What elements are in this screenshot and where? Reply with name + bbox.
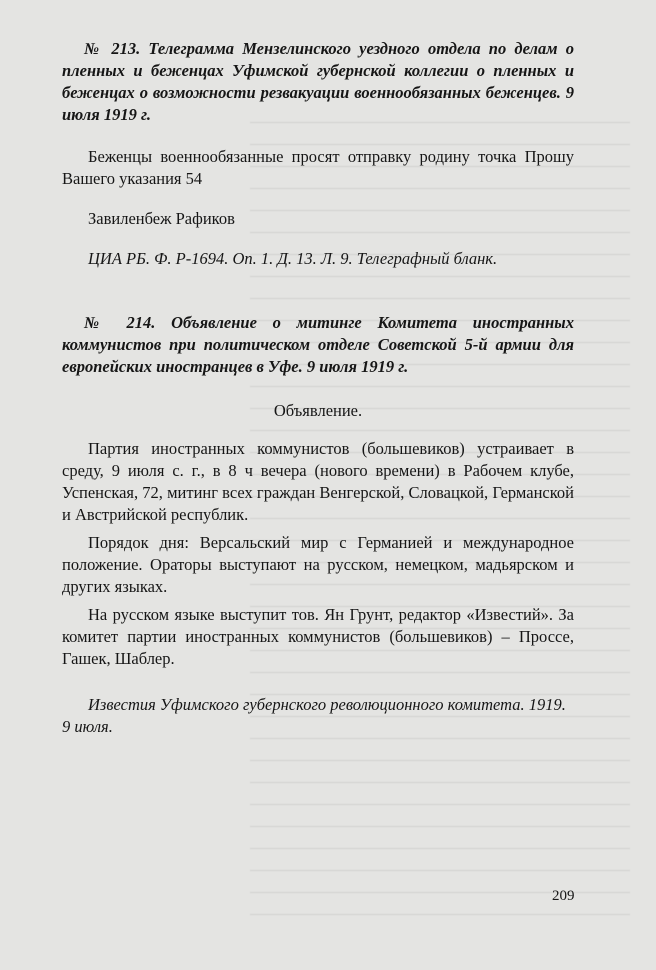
doc213-heading: № 213. Телеграмма Мензелинского уездного отдела по делам о пленных и беженцах Уфимской губернской коллегии о пленных и беженцах о возможности резвакуации военнообязанных беженцев. 9 июля 1919 г.	[62, 39, 574, 124]
doc214-heading: № 214. Объявление о митинге Комитета иностранных коммунистов при политическом отделе Советской 5-й армии для европейских иностранцев в Уфе. 9 июля 1919 г.	[62, 313, 574, 376]
doc214-paragraph-3: На русском языке выступит тов. Ян Грунт, редактор «Известий». За комитет партии иностранных коммунистов (большевиков) – Проссе, Гашек, Шаблер.	[62, 605, 574, 668]
doc214-source: Известия Уфимского губернского революционного комитета. 1919. 9 июля.	[62, 695, 566, 736]
doc213-source: ЦИА РБ. Ф. Р-1694. Оп. 1. Д. 13. Л. 9. Телеграфный бланк.	[88, 249, 498, 268]
doc214-title: Объявление.	[273, 401, 363, 420]
doc213-signature: Завиленбеж Рафиков	[88, 209, 235, 228]
doc213-body: Беженцы военнообязанные просят отправку родину точка Прошу Вашего указания 54	[62, 147, 574, 188]
doc214-paragraph-1: Партия иностранных коммунистов (большевиков) устраивает в среду, 9 июля с. г., в 8 ч вечера (нового времени) в Рабочем клубе, Успенская, 72, митинг всех граждан Венгерской, Словацкой, Германской и Австрийской республик.	[62, 439, 574, 524]
page-number: 209	[552, 888, 575, 904]
doc214-paragraph-2: Порядок дня: Версальский мир с Германией и международное положение. Ораторы выступают на русском, немецком, мадьярском и других языках.	[62, 533, 574, 596]
page-content	[62, 38, 574, 738]
